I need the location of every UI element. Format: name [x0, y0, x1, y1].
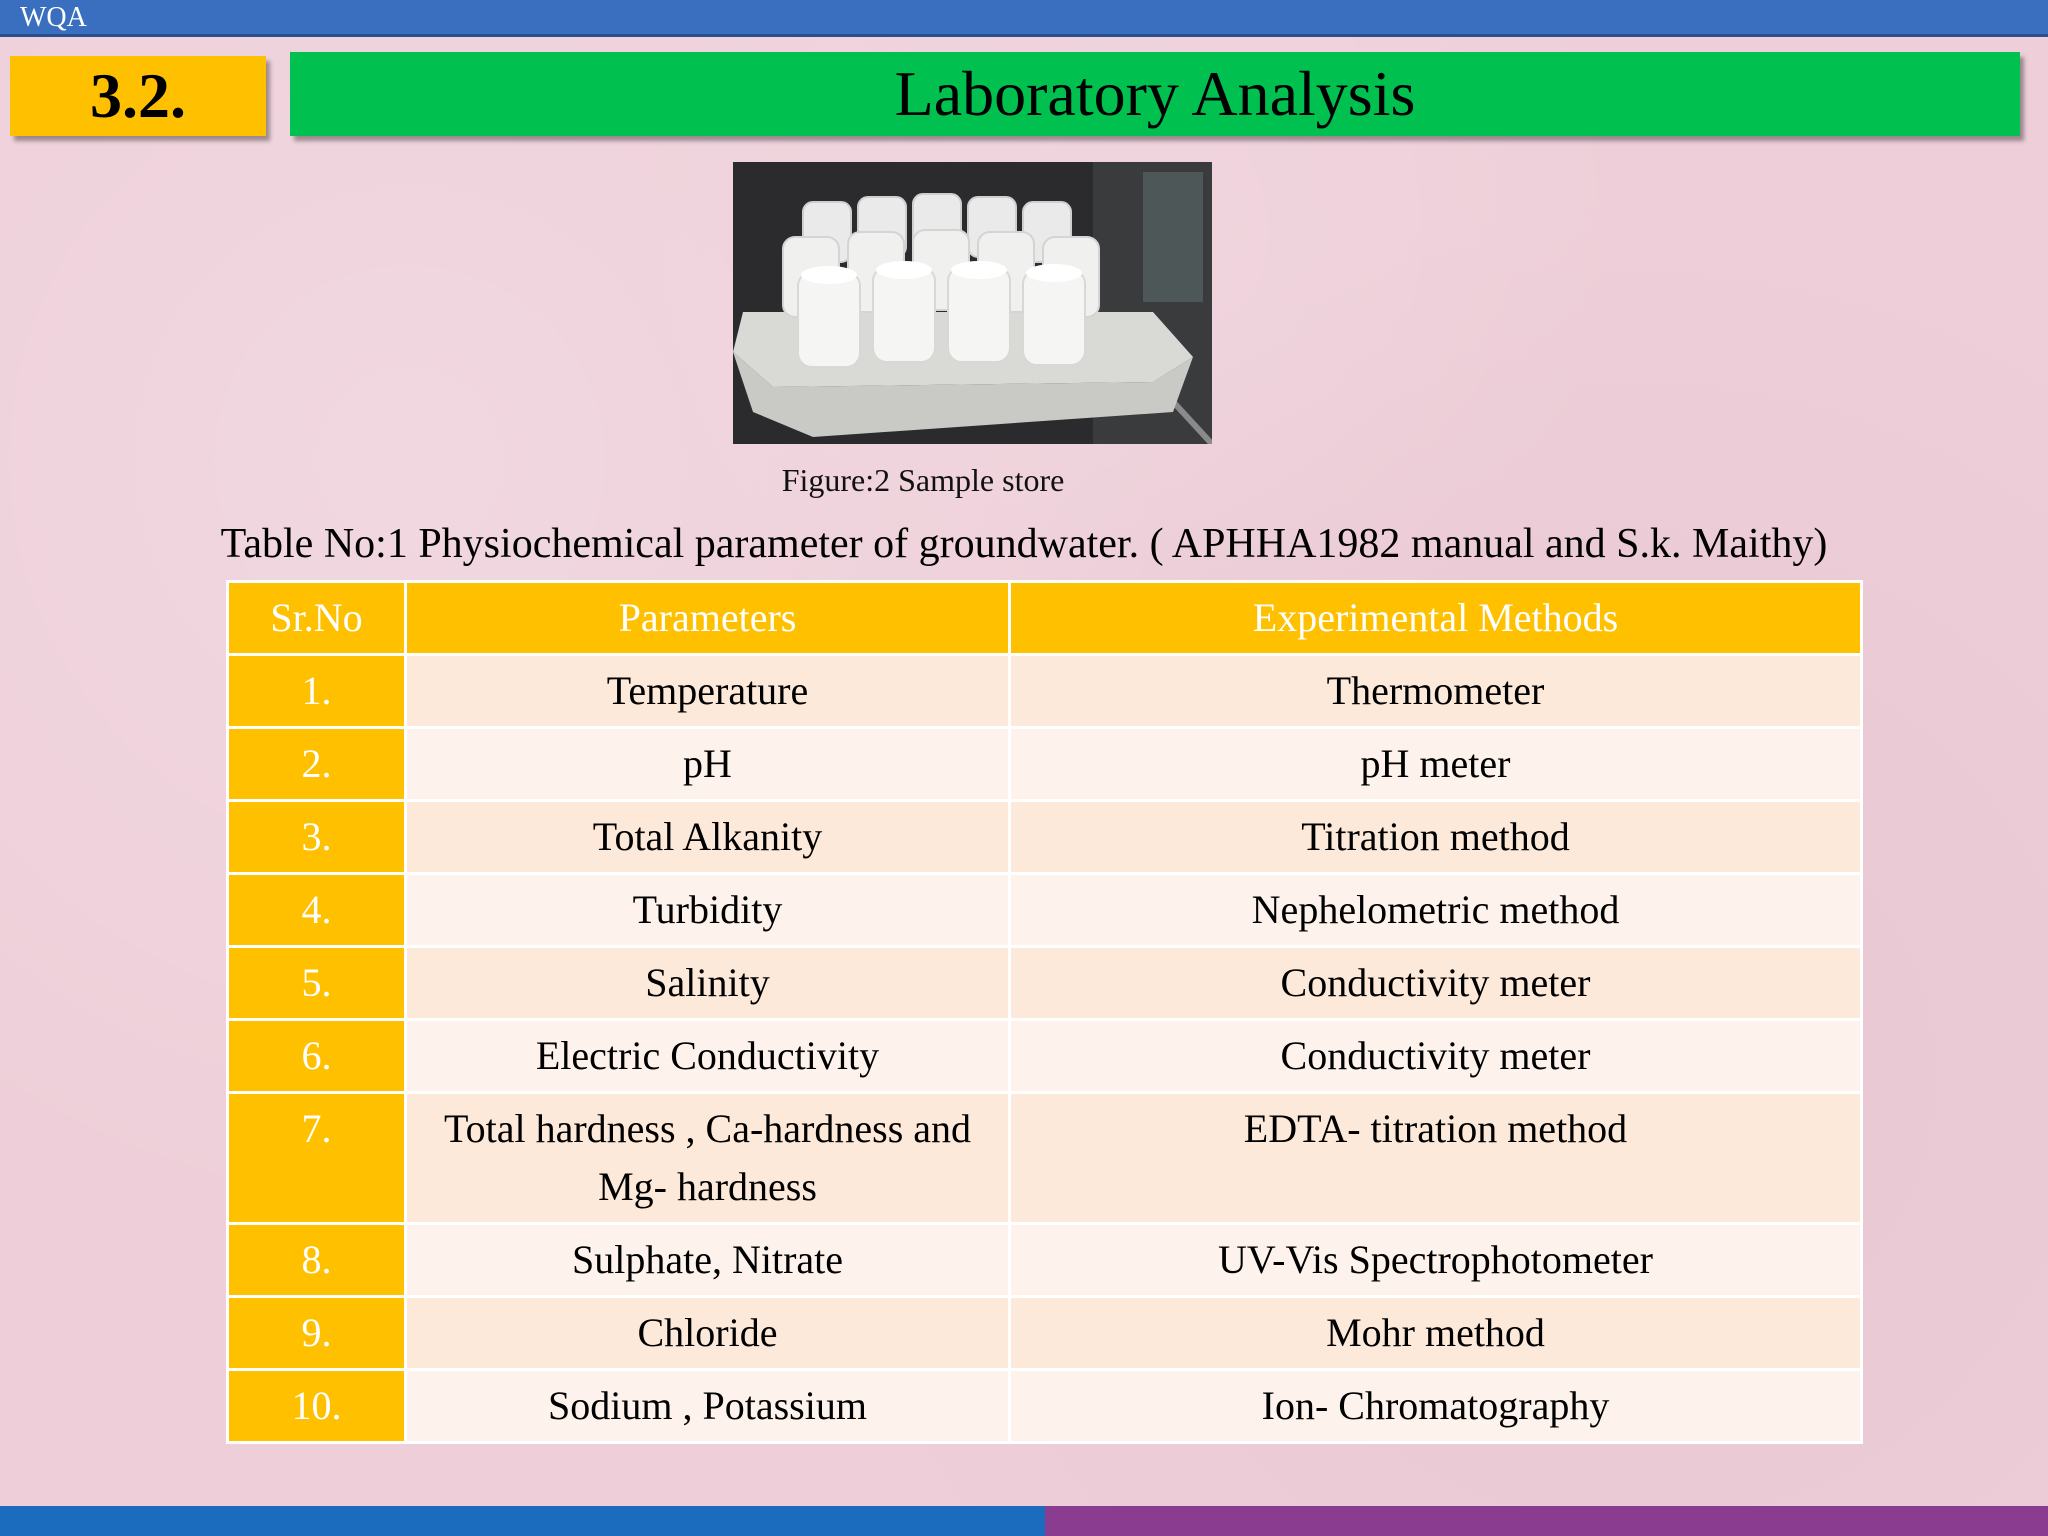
table-row	[228, 1224, 1862, 1297]
row-method: Ion- Chromatography	[1010, 1370, 1862, 1443]
row-parameter: Temperature	[406, 655, 1010, 728]
table-row	[228, 1020, 1862, 1093]
row-parameter: Total Alkanity	[406, 801, 1010, 874]
row-method: UV-Vis Spectrophotometer	[1010, 1224, 1862, 1297]
row-sr-no: 7.	[228, 1093, 406, 1224]
row-parameter: Sulphate, Nitrate	[406, 1224, 1010, 1297]
row-sr-no: 1.	[228, 655, 406, 728]
sample-bottles-image	[733, 162, 1212, 444]
table-row	[228, 1297, 1862, 1370]
row-parameter: Salinity	[406, 947, 1010, 1020]
row-method: Mohr method	[1010, 1297, 1862, 1370]
row-sr-no: 10.	[228, 1370, 406, 1443]
row-sr-no: 6.	[228, 1020, 406, 1093]
row-method: EDTA- titration method	[1010, 1093, 1862, 1224]
row-parameter: Chloride	[406, 1297, 1010, 1370]
slide-title: Laboratory Analysis	[290, 52, 2020, 136]
sample-store-photo	[733, 162, 1212, 444]
row-sr-no: 4.	[228, 874, 406, 947]
table-row	[228, 947, 1862, 1020]
row-sr-no: 2.	[228, 728, 406, 801]
top-bar	[0, 0, 2048, 37]
row-method: Titration method	[1010, 801, 1862, 874]
row-sr-no: 8.	[228, 1224, 406, 1297]
parameters-table	[226, 580, 1863, 1444]
table-row	[228, 874, 1862, 947]
header-experimental-methods: Experimental Methods	[1010, 582, 1862, 655]
header-sr-no: Sr.No	[228, 582, 406, 655]
row-sr-no: 5.	[228, 947, 406, 1020]
table-row	[228, 1370, 1862, 1443]
figure-caption: Figure:2 Sample store	[781, 462, 1065, 498]
table-row	[228, 1093, 1862, 1224]
section-number-badge: 3.2.	[10, 56, 266, 136]
table-header-row	[228, 582, 1862, 655]
row-method: Nephelometric method	[1010, 874, 1862, 947]
table-row	[228, 728, 1862, 801]
row-method: Conductivity meter	[1010, 1020, 1862, 1093]
app-label: WQA	[20, 2, 87, 33]
footer-bar-blue	[0, 1506, 1045, 1536]
footer-bar-purple	[1045, 1506, 2048, 1536]
row-sr-no: 9.	[228, 1297, 406, 1370]
table-row	[228, 655, 1862, 728]
row-parameter: Turbidity	[406, 874, 1010, 947]
row-sr-no: 3.	[228, 801, 406, 874]
header-parameters: Parameters	[406, 582, 1010, 655]
row-method: pH meter	[1010, 728, 1862, 801]
row-method: Conductivity meter	[1010, 947, 1862, 1020]
table-row	[228, 801, 1862, 874]
row-method: Thermometer	[1010, 655, 1862, 728]
table-caption: Table No:1 Physiochemical parameter of groundwater. ( APHHA1982 manual and S.k. Maithy)	[220, 521, 1828, 567]
row-parameter: Sodium , Potassium	[406, 1370, 1010, 1443]
row-parameter: Total hardness , Ca-hardness and Mg- hardness	[406, 1093, 1010, 1224]
row-parameter: pH	[406, 728, 1010, 801]
row-parameter: Electric Conductivity	[406, 1020, 1010, 1093]
